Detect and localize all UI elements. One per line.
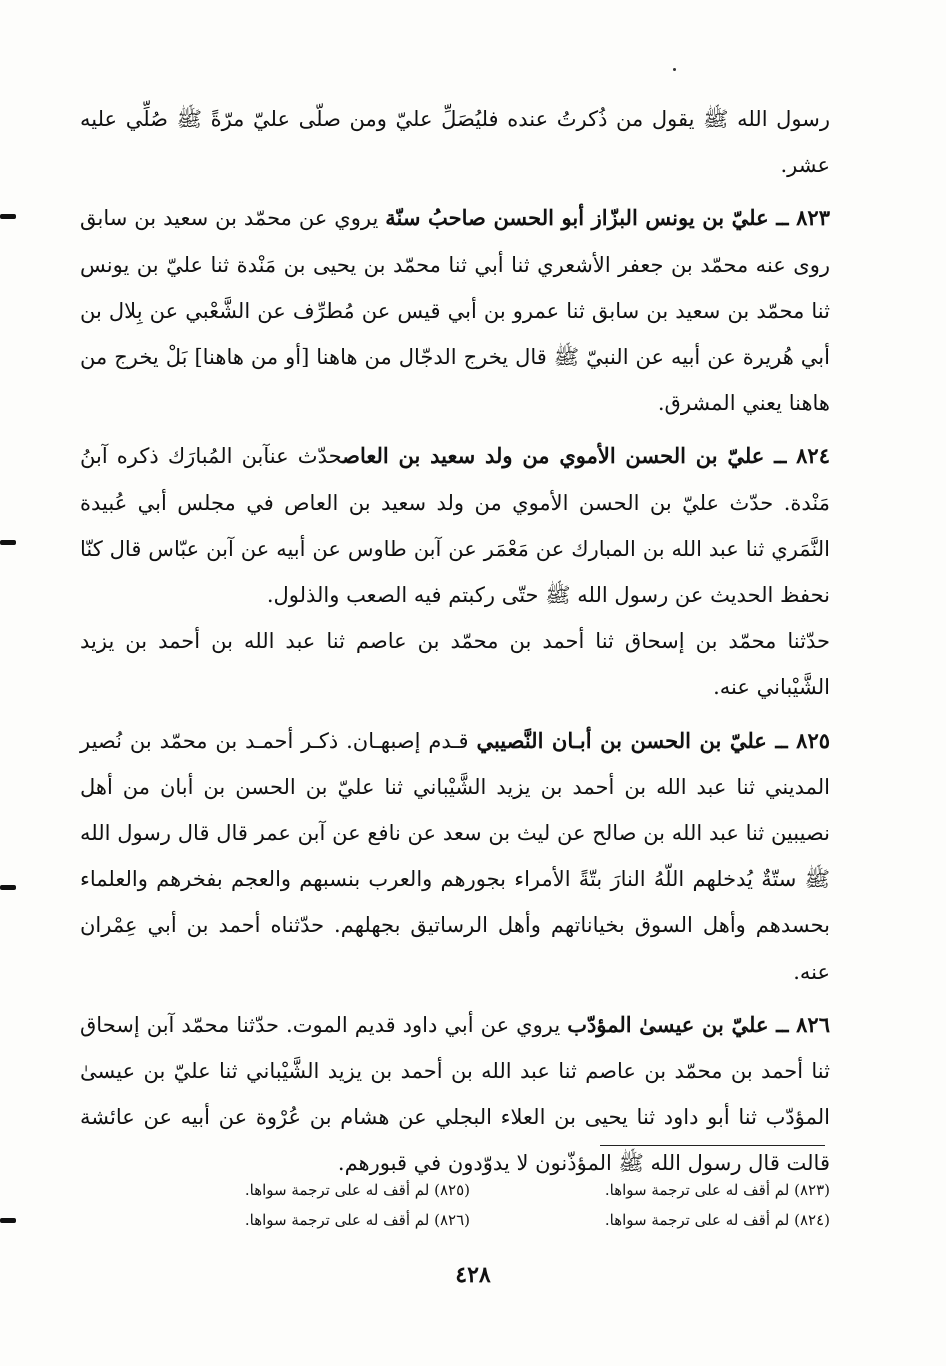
entry-heading: ٨٢٣ ــ عليّ بن يونس البزّاز أبو الحسن صاحبُ سنّة: [385, 205, 830, 231]
entry-text: يروي عن محمّد بن سعيد بن سابق روى عنه محمّد بن جعفر الأشعري ثنا أبي ثنا محمّد بن يحيى بن مَنْدة ثنا عليّ بن يونس ثنا محمّد بن سعيد بن سابق ثنا عمرو بن أبي قيس عن مُطرِّف عن الشَّعْبي عن بِلال بن أبي هُريرة عن أبيه عن النبيّ ﷺ قال يخرج الدجّال من هاهنا [أو من هاهنا] بَلْ يخرج من هاهنا يعني المشرق.: [80, 206, 830, 416]
scan-edge-mark: [0, 885, 16, 890]
footnote-825: (٨٢٥) لم أقف له على ترجمة سواها.: [244, 1181, 470, 1199]
entry-heading: ٨٢٦ ــ عليّ بن عيسىٰ المؤدّب: [567, 1011, 830, 1037]
entry-826: [80, 1002, 830, 1187]
scan-edge-mark: [0, 214, 16, 219]
scan-edge-mark: [0, 540, 16, 545]
entry-heading: ٨٢٥ ــ عليّ بن الحسن بن أبـان النَّصيبي: [476, 727, 831, 753]
entry-heading: ٨٢٤ ــ عليّ بن الحسن الأموي من ولد سعيد بن العاص: [342, 443, 830, 469]
page-body: [80, 96, 830, 1194]
entry-text: يروي عن أبي داود قديم الموت. حدّثنا محمّد آبن إسحاق ثنا أحمد بن محمّد بن عاصم ثنا عبد الله بن أحمد بن يزيد الشَّيْباني ثنا عليّ بن عيسىٰ المؤدّب ثنا أبو داود ثنا يحيى بن العلاء البجلي عن هشام بن عُرْوة عن أبيه عن عائشة قالت قال رسول الله ﷺ المؤذّنون لا يدوّدون في قبورهم.: [80, 1012, 830, 1176]
ink-speck: [673, 68, 676, 71]
page-number: ٤٢٨: [455, 1262, 491, 1288]
entry-text-continued: حدّثنا محمّد بن إسحاق ثنا أحمد بن محمّد بن عاصم ثنا عبد الله بن أحمد بن يزيد الشَّيْباني عنه.: [80, 629, 830, 700]
entry-text: حدّث عنآبن المُبارَك ذكره آبنُ مَنْدة. حدّث عليّ بن الحسن الأموي من ولد سعيد بن العاص في مجلس أبي عُبيدة النَّمَري ثنا عبد الله بن المبارك عن مَعْمَر عن آبن طاوس عن أبيه عن آبن عبّاس قال كنّا نحفظ الحديث عن رسول الله ﷺ حتّى ركبتم فيه الصعب والذلول.: [80, 444, 830, 608]
footnotes: [150, 1175, 830, 1235]
scan-edge-mark: [0, 1218, 16, 1223]
paragraph-822-continuation: [80, 96, 830, 188]
entry-825: [80, 718, 830, 995]
footnote-826: (٨٢٦) لم أقف له على ترجمة سواها.: [244, 1211, 470, 1229]
entry-823: [80, 195, 830, 426]
footnote-separator: [600, 1145, 825, 1146]
entry-text: رسول الله ﷺ يقول من ذُكرتُ عنده فليُصَلِّ عليّ ومن صلّى عليّ مرّةً ﷺ صُلِّي عليه عشر.: [80, 107, 830, 178]
entry-text: قـدم إصبهـان. ذكـر أحمـد بن محمّد بن نُصير المديني ثنا عبد الله بن أحمد بن يزيد الشَّيْباني ثنا عليّ بن الحسن بن أبان من أهل نصيبين ثنا عبد الله بن صالح عن ليث بن سعد عن نافع عن آبن عمر قال قال رسول الله ﷺ ستّةٌ يُدخلهم اللّهُ النارَ بتّةً الأمراء بجورهم والعرب بنسبهم والعجم بفخرهم والعلماء بحسدهم وأهل السوق بخياناتهم وأهل الرساتيق بجهلهم. حدّثناه أحمد بن أبي عِمْران عنه.: [80, 728, 830, 984]
footnote-824: (٨٢٤) لم أقف له على ترجمة سواها.: [604, 1211, 830, 1229]
footnote-823: (٨٢٣) لم أقف له على ترجمة سواها.: [604, 1181, 830, 1199]
entry-824: [80, 433, 830, 710]
